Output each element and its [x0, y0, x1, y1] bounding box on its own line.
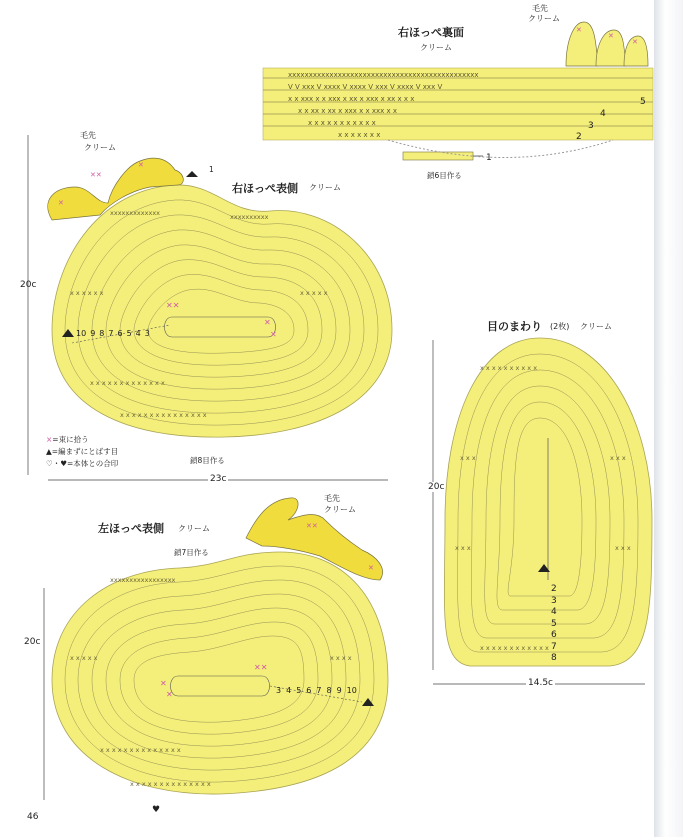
svg-text:x x x x x x: x x x x x x — [70, 289, 104, 297]
svg-text:✕✕: ✕✕ — [166, 301, 180, 310]
right-back-row-2: 2 — [576, 132, 582, 142]
svg-text:x x x x x x x: x x x x x x x — [338, 131, 381, 139]
row-num: 3 — [551, 595, 557, 606]
row-num: 4 — [551, 607, 557, 617]
svg-text:✕: ✕ — [138, 161, 144, 169]
row-num: 6 — [117, 329, 123, 338]
svg-text:x x x: x x x — [615, 544, 631, 552]
left-front-height: 20c — [24, 637, 41, 647]
svg-text:x x xxx x x xxx x xx x xxx x x: x x xxx x x xxx x xx x xxx x xx x x x — [288, 95, 415, 103]
row-num: 10 — [76, 329, 87, 338]
svg-text:♥: ♥ — [152, 805, 161, 815]
right-back-row-4: 4 — [600, 109, 606, 119]
svg-text:✕✕: ✕✕ — [306, 522, 318, 530]
right-front-color: クリーム — [309, 183, 341, 192]
svg-text:xxxxxxxxxx: xxxxxxxxxx — [230, 213, 269, 221]
right-front-hair-color: クリーム — [84, 143, 116, 152]
eye-title: 目のまわり — [487, 320, 542, 333]
svg-text:x x x: x x x — [460, 454, 476, 462]
legend-symbol: ▲ — [46, 447, 52, 456]
left-front-chart — [0, 490, 420, 820]
svg-text:x x x: x x x — [455, 544, 471, 552]
right-front-title: 右ほっぺ表側 — [232, 182, 298, 195]
right-front-start-mark: 1 — [209, 165, 214, 174]
eye-chart — [420, 310, 660, 700]
right-back-title: 右ほっぺ裏面 — [398, 26, 464, 39]
left-front-hair-color: クリーム — [324, 505, 356, 514]
left-front-title: 左ほっぺ表側 — [98, 522, 164, 535]
right-front-hair-label: 毛先 — [80, 131, 96, 140]
row-num: 8 — [326, 686, 332, 695]
svg-text:x x xx x xx x xxx x x xxx x x: x x xx x xx x xxx x x xxx x x — [298, 107, 398, 115]
svg-text:✕: ✕ — [166, 690, 173, 699]
row-num: 2 — [551, 584, 557, 594]
row-num: 3 — [276, 686, 282, 695]
row-num: 6 — [551, 630, 557, 640]
legend-text: =束に拾う — [52, 435, 89, 444]
svg-text:✕✕: ✕✕ — [254, 663, 268, 672]
svg-text:x x x x x: x x x x x — [70, 654, 98, 662]
svg-text:✕: ✕ — [576, 26, 582, 34]
row-num: 7 — [108, 329, 114, 338]
left-front-row-numbers — [276, 686, 357, 695]
svg-text:x x x x x x x x x x x x: x x x x x x x x x x x x — [480, 644, 549, 652]
svg-text:x x x x x x x x x x x x x x: x x x x x x x x x x x x x x — [100, 746, 181, 754]
left-front-chain-note: 鎖7目作る — [174, 548, 209, 557]
row-num: 5 — [551, 618, 557, 629]
legend-item — [46, 434, 118, 446]
svg-text:x x x x x x x x x x: x x x x x x x x x x — [480, 364, 538, 372]
svg-text:✕: ✕ — [368, 564, 374, 572]
left-front-section — [0, 490, 420, 820]
legend-item — [46, 446, 118, 458]
right-front-chain-note: 鎖8目作る — [190, 456, 225, 465]
eye-height: 20c — [428, 482, 445, 492]
svg-text:x x x: x x x — [610, 454, 626, 462]
right-back-color: クリーム — [420, 43, 452, 52]
svg-text:x x x x x x x x x x x: x x x x x x x x x x x — [308, 119, 376, 127]
right-back-hair-label: 毛先 — [532, 4, 548, 13]
right-front-height: 20c — [20, 280, 37, 290]
row-num: 8 — [99, 329, 105, 338]
svg-text:x x x x x x x x x x x x x: x x x x x x x x x x x x x — [90, 379, 165, 387]
svg-text:x x x x: x x x x — [330, 654, 352, 662]
svg-text:✕: ✕ — [608, 32, 614, 40]
svg-text:x x x x x: x x x x x — [300, 289, 328, 297]
svg-text:xxxxxxxxxxxxxxxxxxxxxxxxxxxxxx: xxxxxxxxxxxxxxxxxxxxxxxxxxxxxxxxxxxxxxxxxxxxxx — [288, 71, 479, 79]
legend-text: =編まずにとばす目 — [51, 447, 119, 456]
legend-symbol: ♡・♥ — [46, 459, 67, 468]
right-back-row-3: 3 — [588, 121, 594, 131]
row-num: 3 — [144, 329, 150, 338]
svg-text:x x x x x x x x x x x x x x x: x x x x x x x x x x x x x x x — [120, 411, 207, 419]
row-num: 9 — [336, 686, 342, 695]
svg-text:xxxxxxxxxxxxx: xxxxxxxxxxxxx — [110, 209, 161, 217]
svg-text:xxxxxxxxxxxxxxxxx: xxxxxxxxxxxxxxxxx — [110, 576, 176, 584]
right-front-width: 23c — [210, 474, 227, 484]
legend-text: =本体との合印 — [66, 459, 119, 468]
left-front-color: クリーム — [178, 524, 210, 533]
row-num: 7 — [316, 686, 322, 695]
right-back-hair-color: クリーム — [528, 14, 560, 23]
eye-width: 14.5c — [528, 678, 553, 688]
svg-text:x x x x x x x x x x x x x x: x x x x x x x x x x x x x x — [130, 780, 211, 788]
row-num: 5 — [296, 686, 302, 695]
eye-count: (2枚) — [550, 322, 570, 331]
right-back-row-5: 5 — [640, 97, 646, 107]
legend — [46, 434, 118, 470]
svg-text:✕✕: ✕✕ — [90, 171, 102, 179]
legend-item — [46, 458, 118, 470]
row-num: 7 — [551, 641, 557, 652]
legend-symbol: × — [46, 435, 53, 444]
svg-text:✕: ✕ — [264, 318, 271, 327]
right-back-chain-note: 鎖6目作る — [427, 171, 462, 180]
row-num: 5 — [126, 329, 132, 338]
right-back-row-1: 1 — [486, 153, 492, 163]
page-number: 46 — [27, 812, 39, 822]
eye-row-numbers — [551, 584, 557, 665]
svg-text:✕: ✕ — [270, 330, 277, 339]
svg-text:✕: ✕ — [58, 199, 64, 207]
eye-section — [420, 310, 660, 700]
row-num: 4 — [135, 329, 141, 338]
row-num: 8 — [551, 653, 557, 663]
left-front-hair-label: 毛先 — [324, 494, 340, 503]
svg-text:✕: ✕ — [632, 38, 638, 46]
right-front-row-numbers — [76, 329, 150, 338]
eye-color: クリーム — [580, 322, 612, 331]
row-num: 10 — [346, 686, 357, 695]
row-num: 4 — [286, 686, 292, 695]
row-num: 6 — [306, 686, 312, 695]
svg-text:V V xxx V xxxx V xxxx V xxx V: V V xxx V xxxx V xxxx V xxx V xxxx V xxx V — [288, 83, 443, 91]
row-num: 9 — [90, 329, 96, 338]
svg-text:✕: ✕ — [160, 679, 167, 688]
